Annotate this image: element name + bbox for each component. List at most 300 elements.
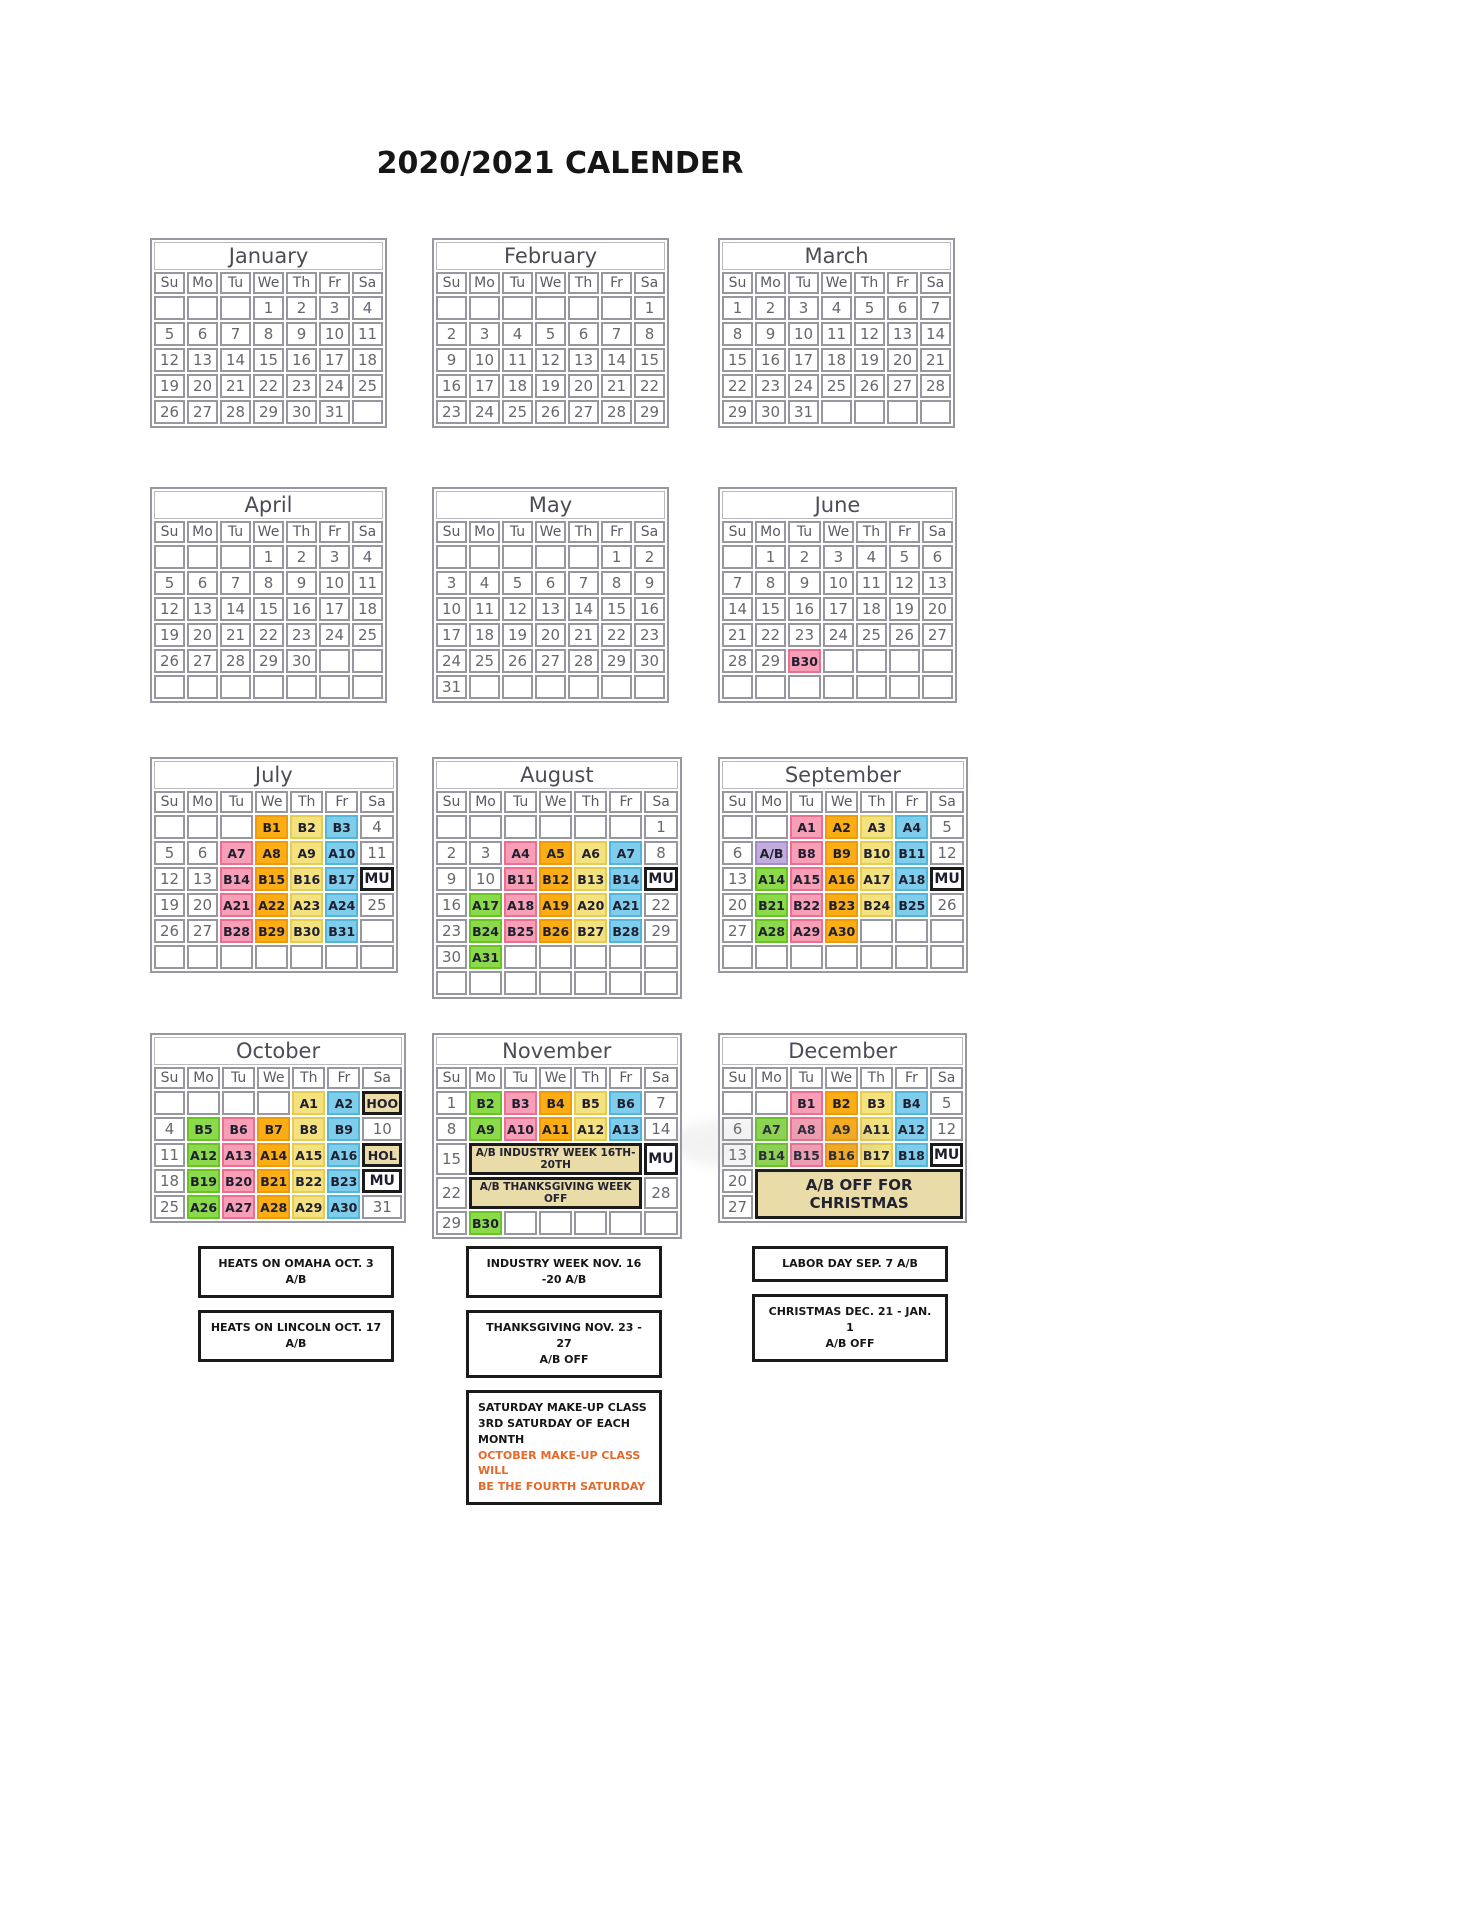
- empty-cell: [154, 1091, 185, 1115]
- day-cell: 10: [469, 348, 500, 372]
- day-cell: 25: [469, 649, 500, 673]
- class-day-cell: A13: [222, 1143, 255, 1167]
- empty-cell: [255, 945, 288, 969]
- makeup-day-cell: MU: [644, 1143, 677, 1175]
- day-cell: 20: [187, 623, 218, 647]
- day-cell: 12: [154, 867, 185, 891]
- scan-artifact: [672, 1118, 882, 1168]
- class-day-cell: B5: [574, 1091, 607, 1115]
- month-title: October: [154, 1037, 402, 1065]
- note-line: THANKSGIVING NOV. 23 - 27: [486, 1320, 642, 1350]
- empty-cell: [504, 1211, 537, 1235]
- day-cell: 19: [889, 597, 920, 621]
- day-cell: 26: [154, 649, 185, 673]
- notes-column-holidays: [752, 1246, 948, 1362]
- class-day-cell: B24: [469, 919, 502, 943]
- class-day-cell: A18: [895, 867, 928, 891]
- day-cell: 15: [253, 348, 284, 372]
- empty-cell: [319, 675, 350, 699]
- day-cell: 4: [469, 571, 500, 595]
- month-title: September: [722, 761, 964, 789]
- empty-cell: [854, 400, 885, 424]
- day-cell: 22: [253, 623, 284, 647]
- day-header: Su: [722, 791, 753, 813]
- day-cell: 17: [469, 374, 500, 398]
- day-cell: 9: [436, 348, 467, 372]
- class-day-cell: B28: [609, 919, 642, 943]
- day-cell: 25: [856, 623, 887, 647]
- day-header: Mo: [187, 791, 218, 813]
- class-day-cell: B21: [257, 1169, 290, 1193]
- class-day-cell: B21: [755, 893, 788, 917]
- class-day-cell: A12: [187, 1143, 220, 1167]
- empty-cell: [920, 400, 951, 424]
- day-cell: 5: [930, 815, 963, 839]
- day-cell: 19: [154, 374, 185, 398]
- day-cell: 11: [154, 1143, 185, 1167]
- day-cell: 7: [220, 571, 251, 595]
- class-day-cell: B26: [539, 919, 572, 943]
- day-cell: 12: [154, 348, 185, 372]
- day-header: We: [535, 521, 566, 543]
- day-cell: 11: [856, 571, 887, 595]
- day-cell: 4: [502, 322, 533, 346]
- day-cell: 8: [253, 571, 284, 595]
- makeup-day-cell: MU: [360, 867, 393, 891]
- notes-column-october: [198, 1246, 394, 1362]
- empty-cell: [436, 815, 467, 839]
- day-cell: 15: [253, 597, 284, 621]
- event-cell: HOO: [362, 1091, 402, 1115]
- day-header: Th: [854, 272, 885, 294]
- day-cell: 1: [755, 545, 786, 569]
- makeup-day-cell: MU: [930, 1143, 963, 1167]
- note-box: [198, 1246, 394, 1298]
- day-cell: 1: [436, 1091, 467, 1115]
- day-header: Th: [574, 791, 607, 813]
- day-header: Su: [154, 791, 185, 813]
- day-header: Su: [154, 521, 185, 543]
- empty-cell: [722, 545, 753, 569]
- day-header: Th: [568, 521, 599, 543]
- day-header: We: [535, 272, 566, 294]
- class-day-cell: A7: [609, 841, 642, 865]
- day-header: Mo: [755, 272, 786, 294]
- day-cell: 27: [722, 919, 753, 943]
- day-cell: 17: [436, 623, 467, 647]
- empty-cell: [825, 945, 858, 969]
- day-cell: 1: [644, 815, 677, 839]
- day-header: Sa: [352, 521, 383, 543]
- month-july: [150, 757, 398, 973]
- day-cell: 27: [187, 919, 218, 943]
- day-cell: 3: [319, 296, 350, 320]
- class-day-cell: A9: [290, 841, 323, 865]
- empty-cell: [469, 675, 500, 699]
- class-day-cell: A4: [504, 841, 537, 865]
- day-cell: 16: [436, 893, 467, 917]
- empty-cell: [187, 815, 218, 839]
- class-day-cell: A10: [325, 841, 358, 865]
- empty-cell: [502, 675, 533, 699]
- day-header: Sa: [922, 521, 953, 543]
- class-day-cell: B29: [255, 919, 288, 943]
- day-header: Fr: [887, 272, 918, 294]
- empty-cell: [504, 971, 537, 995]
- day-cell: 21: [568, 623, 599, 647]
- day-cell: 22: [634, 374, 665, 398]
- class-day-cell: B6: [222, 1117, 255, 1141]
- day-cell: 8: [634, 322, 665, 346]
- day-cell: 3: [319, 545, 350, 569]
- day-cell: 15: [722, 348, 753, 372]
- day-cell: 23: [286, 623, 317, 647]
- day-cell: 14: [220, 348, 251, 372]
- empty-cell: [889, 675, 920, 699]
- day-cell: 5: [854, 296, 885, 320]
- day-cell: 24: [823, 623, 854, 647]
- note-box: [466, 1310, 662, 1378]
- day-header: Tu: [788, 521, 821, 543]
- day-cell: 23: [436, 400, 467, 424]
- day-cell: 17: [319, 348, 350, 372]
- day-cell: 6: [187, 571, 218, 595]
- class-day-cell: B3: [325, 815, 358, 839]
- day-cell: 23: [286, 374, 317, 398]
- day-cell: 13: [187, 867, 218, 891]
- day-cell: 5: [154, 841, 185, 865]
- class-day-cell: A6: [574, 841, 607, 865]
- day-header: Fr: [319, 272, 350, 294]
- day-cell: 4: [856, 545, 887, 569]
- day-cell: 20: [187, 374, 218, 398]
- month-october: [150, 1033, 406, 1223]
- day-cell: 7: [220, 322, 251, 346]
- day-cell: 31: [319, 400, 350, 424]
- day-header: Th: [860, 791, 893, 813]
- day-cell: 21: [920, 348, 951, 372]
- class-day-cell: B6: [609, 1091, 642, 1115]
- empty-cell: [352, 675, 383, 699]
- day-cell: 10: [362, 1117, 402, 1141]
- empty-cell: [469, 815, 502, 839]
- day-cell: 30: [436, 945, 467, 969]
- empty-cell: [154, 675, 185, 699]
- day-header: Su: [722, 272, 753, 294]
- day-header: Th: [286, 272, 317, 294]
- day-cell: 15: [601, 597, 632, 621]
- empty-cell: [257, 1091, 290, 1115]
- day-cell: 16: [755, 348, 786, 372]
- class-day-cell: A28: [257, 1195, 290, 1219]
- day-header: Tu: [504, 791, 537, 813]
- month-february: [432, 238, 669, 428]
- day-cell: 7: [568, 571, 599, 595]
- day-cell: 15: [436, 1143, 467, 1175]
- class-day-cell: B2: [290, 815, 323, 839]
- class-day-cell: A17: [469, 893, 502, 917]
- empty-cell: [755, 945, 788, 969]
- empty-cell: [220, 545, 251, 569]
- empty-cell: [568, 675, 599, 699]
- day-header: Mo: [187, 521, 218, 543]
- day-cell: 29: [253, 649, 284, 673]
- day-header: Fr: [609, 791, 642, 813]
- day-cell: 12: [930, 1117, 963, 1141]
- day-cell: 16: [634, 597, 665, 621]
- day-cell: 24: [788, 374, 819, 398]
- day-cell: 2: [436, 322, 467, 346]
- day-cell: 23: [755, 374, 786, 398]
- class-day-cell: B28: [220, 919, 253, 943]
- page-title: 2020/2021 CALENDER: [376, 146, 744, 181]
- empty-cell: [755, 675, 786, 699]
- day-cell: 12: [930, 841, 963, 865]
- day-header: Sa: [644, 791, 677, 813]
- day-cell: 20: [722, 893, 753, 917]
- empty-cell: [860, 919, 893, 943]
- day-header: Sa: [644, 1067, 677, 1089]
- empty-cell: [504, 815, 537, 839]
- day-header: We: [823, 521, 854, 543]
- day-cell: 16: [286, 348, 317, 372]
- day-header: We: [539, 1067, 572, 1089]
- empty-cell: [788, 675, 821, 699]
- empty-cell: [539, 1211, 572, 1235]
- empty-cell: [286, 675, 317, 699]
- day-cell: 10: [436, 597, 467, 621]
- day-cell: 13: [187, 597, 218, 621]
- empty-cell: [154, 945, 185, 969]
- day-cell: 17: [319, 597, 350, 621]
- empty-cell: [823, 649, 854, 673]
- day-header: Fr: [895, 791, 928, 813]
- class-day-cell: A23: [290, 893, 323, 917]
- class-day-cell: B14: [609, 867, 642, 891]
- class-day-cell: A2: [327, 1091, 360, 1115]
- month-may: [432, 487, 669, 703]
- day-cell: 11: [502, 348, 533, 372]
- day-cell: 7: [722, 571, 753, 595]
- day-cell: 13: [922, 571, 953, 595]
- empty-cell: [504, 945, 537, 969]
- day-header: Tu: [502, 272, 533, 294]
- empty-cell: [253, 675, 284, 699]
- day-cell: 15: [755, 597, 786, 621]
- empty-cell: [154, 545, 185, 569]
- class-day-cell: A21: [220, 893, 253, 917]
- day-cell: 5: [502, 571, 533, 595]
- day-cell: 31: [436, 675, 467, 699]
- day-cell: 11: [352, 322, 383, 346]
- day-cell: 13: [568, 348, 599, 372]
- event-cell: A/B THANKSGIVING WEEK OFF: [469, 1177, 642, 1209]
- day-header: Th: [574, 1067, 607, 1089]
- empty-cell: [574, 945, 607, 969]
- day-cell: 28: [220, 649, 251, 673]
- day-cell: 20: [568, 374, 599, 398]
- day-cell: 5: [154, 571, 185, 595]
- class-day-cell: B31: [325, 919, 358, 943]
- day-cell: 19: [535, 374, 566, 398]
- day-cell: 17: [823, 597, 854, 621]
- day-header: Tu: [222, 1067, 255, 1089]
- day-cell: 29: [253, 400, 284, 424]
- day-cell: 20: [535, 623, 566, 647]
- empty-cell: [856, 675, 887, 699]
- class-day-cell: A28: [755, 919, 788, 943]
- empty-cell: [823, 675, 854, 699]
- day-cell: 13: [887, 322, 918, 346]
- day-cell: 7: [601, 322, 632, 346]
- day-cell: 18: [469, 623, 500, 647]
- empty-cell: [755, 815, 788, 839]
- class-day-cell: B9: [327, 1117, 360, 1141]
- day-header: Th: [860, 1067, 893, 1089]
- day-cell: 19: [854, 348, 885, 372]
- empty-cell: [187, 296, 218, 320]
- day-cell: 14: [644, 1117, 677, 1141]
- notes-column-november: [466, 1246, 662, 1505]
- class-day-cell: B22: [790, 893, 823, 917]
- day-header: Tu: [220, 521, 251, 543]
- day-cell: 26: [154, 400, 185, 424]
- class-day-cell: A8: [255, 841, 288, 865]
- day-cell: 29: [634, 400, 665, 424]
- day-cell: 12: [154, 597, 185, 621]
- day-cell: 14: [568, 597, 599, 621]
- class-day-cell: B14: [220, 867, 253, 891]
- empty-cell: [722, 815, 753, 839]
- day-cell: 26: [930, 893, 963, 917]
- class-day-cell: A16: [327, 1143, 360, 1167]
- empty-cell: [535, 545, 566, 569]
- day-cell: 23: [436, 919, 467, 943]
- day-cell: 30: [634, 649, 665, 673]
- day-cell: 2: [634, 545, 665, 569]
- empty-cell: [187, 675, 218, 699]
- day-cell: 6: [187, 841, 218, 865]
- empty-cell: [360, 945, 393, 969]
- day-cell: 6: [922, 545, 953, 569]
- empty-cell: [609, 1211, 642, 1235]
- note-box: [466, 1390, 662, 1506]
- note-line: HEATS ON LINCOLN OCT. 17 A/B: [210, 1320, 382, 1350]
- empty-cell: [634, 675, 665, 699]
- day-cell: 9: [286, 322, 317, 346]
- empty-cell: [856, 649, 887, 673]
- class-day-cell: B10: [860, 841, 893, 865]
- day-header: Su: [154, 1067, 185, 1089]
- day-header: Fr: [601, 521, 632, 543]
- class-day-cell: B7: [257, 1117, 290, 1141]
- empty-cell: [601, 296, 632, 320]
- empty-cell: [609, 815, 642, 839]
- empty-cell: [860, 945, 893, 969]
- day-cell: 28: [601, 400, 632, 424]
- empty-cell: [436, 545, 467, 569]
- day-cell: 19: [154, 893, 185, 917]
- day-cell: 2: [436, 841, 467, 865]
- day-header: We: [825, 1067, 858, 1089]
- day-cell: 12: [502, 597, 533, 621]
- day-cell: 16: [436, 374, 467, 398]
- day-header: Su: [436, 272, 467, 294]
- empty-cell: [887, 400, 918, 424]
- class-day-cell: A7: [755, 1117, 788, 1141]
- empty-cell: [290, 945, 323, 969]
- day-cell: 11: [821, 322, 852, 346]
- day-cell: 8: [601, 571, 632, 595]
- empty-cell: [574, 815, 607, 839]
- note-box: [198, 1310, 394, 1362]
- day-cell: 3: [469, 841, 502, 865]
- day-header: Mo: [755, 791, 788, 813]
- day-cell: 20: [887, 348, 918, 372]
- day-header: Tu: [502, 521, 533, 543]
- day-cell: 22: [644, 893, 677, 917]
- note-line: 3RD SATURDAY OF EACH MONTH: [478, 1416, 630, 1446]
- empty-cell: [574, 1211, 607, 1235]
- day-cell: 6: [568, 322, 599, 346]
- month-title: April: [154, 491, 383, 519]
- day-cell: 13: [722, 1143, 753, 1167]
- day-cell: 7: [644, 1091, 677, 1115]
- day-cell: 8: [644, 841, 677, 865]
- day-cell: 26: [889, 623, 920, 647]
- day-cell: 21: [220, 623, 251, 647]
- day-header: We: [539, 791, 572, 813]
- day-cell: 27: [722, 1195, 753, 1219]
- day-cell: 16: [788, 597, 821, 621]
- month-title: June: [722, 491, 953, 519]
- day-cell: 11: [360, 841, 393, 865]
- day-cell: 2: [286, 296, 317, 320]
- day-header: Mo: [469, 1067, 502, 1089]
- day-header: Th: [292, 1067, 325, 1089]
- day-cell: 27: [187, 649, 218, 673]
- day-cell: 29: [436, 1211, 467, 1235]
- day-cell: 6: [722, 1117, 753, 1141]
- day-cell: 23: [788, 623, 821, 647]
- day-cell: 18: [502, 374, 533, 398]
- day-cell: 6: [535, 571, 566, 595]
- day-cell: 10: [788, 322, 819, 346]
- day-cell: 27: [887, 374, 918, 398]
- day-cell: 4: [360, 815, 393, 839]
- class-day-cell: B14: [755, 1143, 788, 1167]
- class-day-cell: A20: [574, 893, 607, 917]
- empty-cell: [220, 296, 251, 320]
- day-cell: 4: [352, 296, 383, 320]
- day-header: We: [253, 272, 284, 294]
- note-box: [752, 1246, 948, 1282]
- class-day-cell: A3: [860, 815, 893, 839]
- day-cell: 20: [722, 1169, 753, 1193]
- empty-cell: [722, 675, 753, 699]
- empty-cell: [539, 815, 572, 839]
- class-day-cell: B24: [860, 893, 893, 917]
- day-cell: 21: [220, 374, 251, 398]
- empty-cell: [469, 296, 500, 320]
- day-cell: 1: [722, 296, 753, 320]
- class-day-cell: A15: [790, 867, 823, 891]
- day-cell: 25: [352, 374, 383, 398]
- class-day-cell: A13: [609, 1117, 642, 1141]
- note-line: HEATS ON OMAHA OCT. 3 A/B: [218, 1257, 374, 1286]
- note-line: BE THE FOURTH SATURDAY: [478, 1480, 646, 1494]
- class-day-cell: A27: [222, 1195, 255, 1219]
